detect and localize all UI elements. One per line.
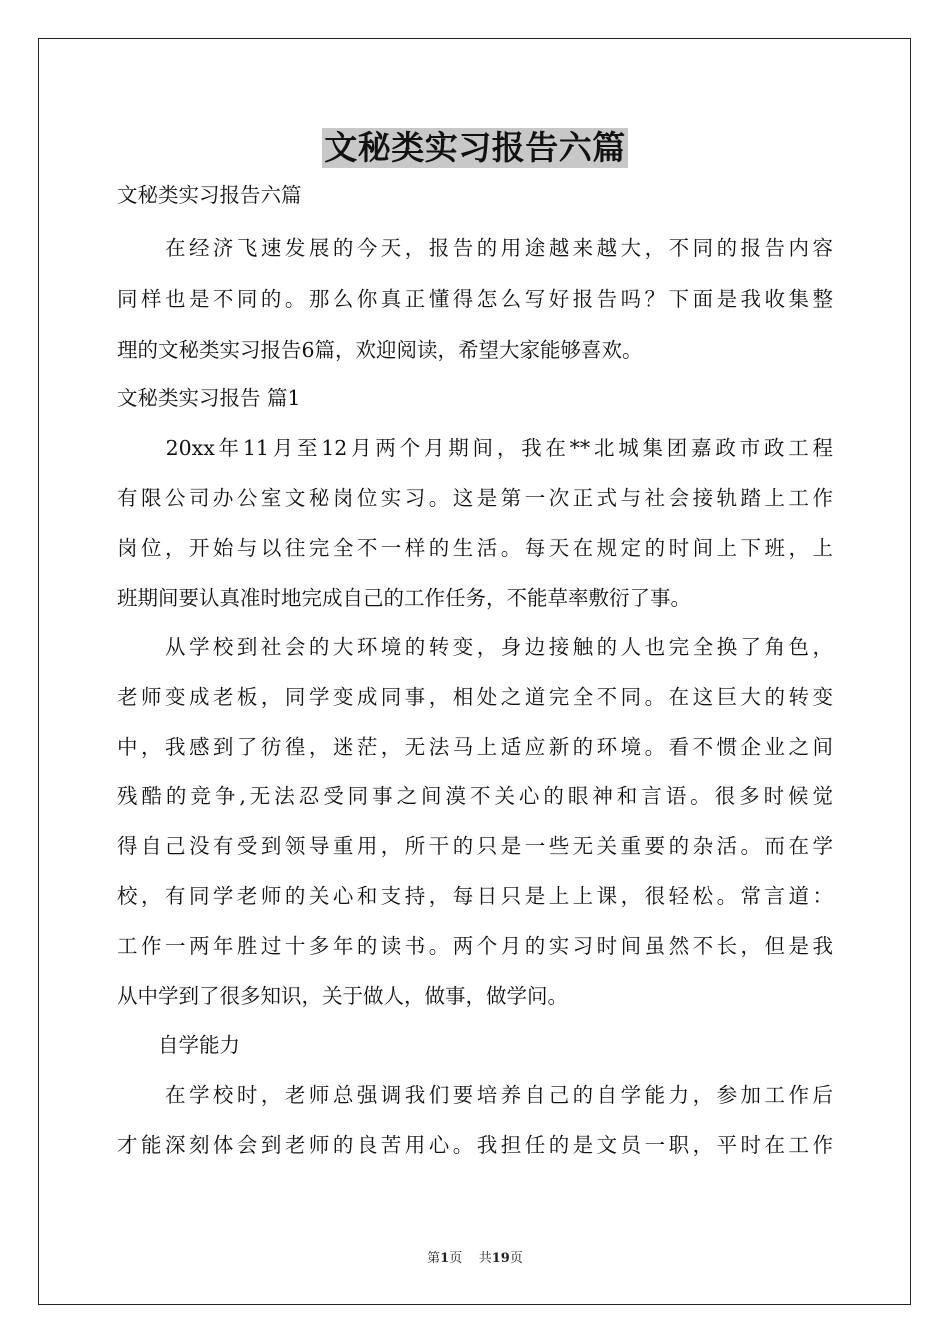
paragraph-line: 老师变成老板，同学变成同事，相处之道完全不同。在这巨大的转变: [117, 685, 833, 709]
paragraph-line: 残酷的竞争,无法忍受同事之间漠不关心的眼神和言语。很多时候觉: [117, 784, 833, 808]
paragraph-line: 有限公司办公室文秘岗位实习。这是第一次正式与社会接轨踏上工作: [117, 486, 833, 510]
paragraph-line: 从学校到社会的大环境的转变，身边接触的人也完全换了角色，: [117, 635, 833, 659]
paragraph-line: 校，有同学老师的关心和支持，每日只是上上课，很轻松。常言道：: [117, 884, 833, 908]
footer-total-suffix: 页: [509, 1251, 523, 1266]
paragraph-line: 得自己没有受到领导重用，所干的只是一些无关重要的杂活。而在学: [117, 834, 833, 858]
subheading-line: 自学能力: [117, 1033, 240, 1057]
paragraph-line: 工作一两年胜过十多年的读书。两个月的实习时间虽然不长，但是我: [117, 934, 833, 958]
page-border: [38, 38, 911, 1305]
paragraph-line: 理的文秘类实习报告6篇，欢迎阅读，希望大家能够喜欢。: [117, 338, 643, 362]
page-footer: [0, 1247, 950, 1266]
document-title: 文秘类实习报告六篇: [324, 128, 626, 167]
paragraph-line: 从中学到了很多知识，关于做人，做事，做学问。: [117, 984, 568, 1008]
heading-line: 文秘类实习报告六篇: [117, 183, 302, 207]
paragraph-line: 在经济飞速发展的今天，报告的用途越来越大，不同的报告内容: [117, 236, 833, 260]
paragraph-line: 岗位，开始与以往完全不一样的生活。每天在规定的时间上下班，上: [117, 536, 833, 560]
paragraph-line: 班期间要认真准时地完成自己的工作任务，不能草率敷衍了事。: [117, 586, 691, 610]
footer-total-number: 19: [491, 1251, 510, 1266]
footer-page-label: 第: [427, 1251, 441, 1266]
footer-page-suffix: 页: [449, 1251, 463, 1266]
section-heading: 文秘类实习报告 篇1: [117, 386, 301, 410]
footer-page-number: 1: [440, 1251, 450, 1266]
footer-total-label: 共: [478, 1251, 492, 1266]
paragraph-line: 20xx年11月至12月两个月期间，我在**北城集团嘉政市政工程: [117, 436, 833, 460]
paragraph-line: 在学校时，老师总强调我们要培养自己的自学能力，参加工作后: [117, 1083, 833, 1107]
paragraph-line: 同样也是不同的。那么你真正懂得怎么写好报告吗？下面是我收集整: [117, 287, 833, 311]
paragraph-line: 才能深刻体会到老师的良苦用心。我担任的是文员一职，平时在工作: [117, 1133, 833, 1157]
title-container: [0, 128, 950, 168]
paragraph-line: 中，我感到了彷徨，迷茫，无法马上适应新的环境。看不惯企业之间: [117, 735, 833, 759]
